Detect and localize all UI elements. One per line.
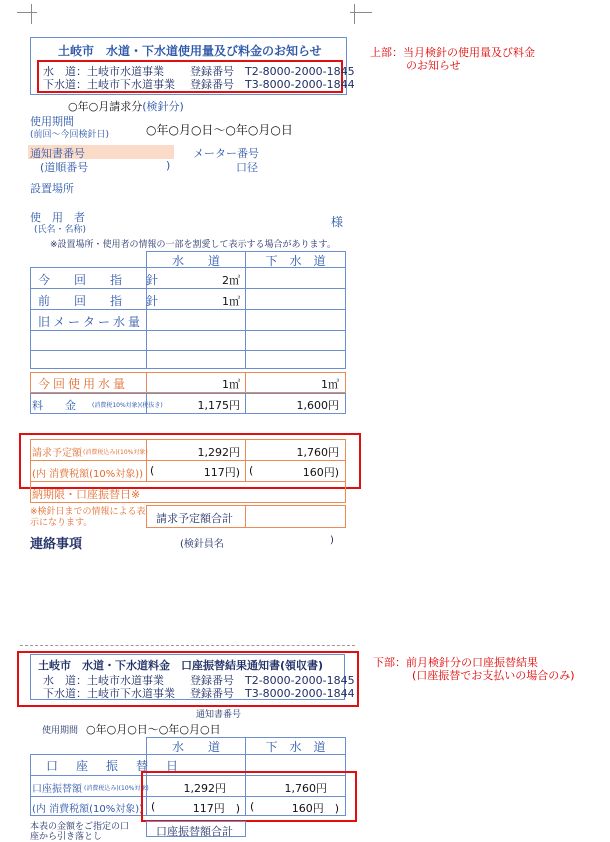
- privacy-note: ※設置場所・使用者の情報の一部を割愛して表示する場合があります。: [50, 240, 336, 250]
- top-table-hline: [30, 309, 346, 310]
- tax-water: 117円): [203, 466, 240, 479]
- row-fee-sub: (消費税10%対象)(税抜き): [92, 402, 163, 409]
- period-sub: (前回～今回検針日): [30, 130, 110, 140]
- tax-water-open: (: [150, 464, 155, 477]
- annotation-lower-2: (口座振替でお支払いの場合のみ): [412, 669, 575, 682]
- tax-sewer-open: (: [249, 464, 254, 477]
- row-transfer-date: 口 座 振 替 日: [46, 759, 182, 773]
- col-header-sewer: 下 水 道: [265, 254, 326, 268]
- current-reading-water: 2㎥: [222, 274, 240, 287]
- top-sewer-provider: 下水道：土岐市下水道事業: [43, 78, 175, 91]
- tax-sewer: 160円): [302, 466, 339, 479]
- crop-mark: [17, 12, 37, 13]
- top-table-hline: [30, 288, 346, 289]
- fee-water: 1,175円: [197, 399, 240, 412]
- honorific: 様: [331, 215, 344, 229]
- row-bill-sub: (消費税込み)(10%対象): [83, 449, 148, 456]
- previous-reading-water: 1㎥: [222, 295, 240, 308]
- diameter-label: 口径: [236, 161, 258, 174]
- billing-month: [68, 98, 184, 114]
- cut-line: [20, 645, 355, 646]
- annotation-upper: 上部：当月検針の使用量及び料金: [370, 46, 535, 59]
- bottom-total-label: 口座振替額合計: [156, 825, 233, 838]
- meter-number-label: メーター番号: [193, 147, 259, 160]
- bottom-col-sewer: 下 水 道: [265, 740, 326, 754]
- bottom-title: 土岐市 水道・下水道料金 口座振替結果通知書(領収書): [38, 659, 324, 672]
- bill-sewer: 1,760円: [296, 446, 339, 459]
- bottom-tax-sewer-open: (: [250, 800, 255, 813]
- row-current-reading: 今 回 指 針: [38, 273, 165, 287]
- notice-number-label: 通知書番号: [30, 147, 85, 160]
- billing-month-text: ○年○月請求分: [68, 100, 143, 113]
- bill-hline: [31, 481, 345, 482]
- top-table-hline: [30, 330, 346, 331]
- bottom-sewer-reg: 登録番号 T3-8000-2000-1844: [190, 687, 355, 700]
- bottom-period-label: 使用期間: [42, 726, 79, 736]
- crop-mark: [31, 4, 32, 24]
- due-note: ※検針日までの情報による表示になります。: [30, 507, 146, 528]
- user-sub-label: (氏名・名称): [34, 225, 87, 235]
- row-due-date: 納期限・口座振替日※: [32, 488, 141, 501]
- inspector-label: (検針員名: [180, 539, 224, 550]
- top-title: 土岐市 水道・下水道使用量及び料金のお知らせ: [58, 44, 322, 58]
- top-table-hline: [30, 350, 346, 351]
- total-divider: [245, 506, 246, 527]
- bottom-row-tax: (内 消費税額(10%対象)): [32, 804, 144, 815]
- row-tax: (内 消費税額(10%対象)): [32, 469, 144, 480]
- annotation-upper-2: のお知らせ: [406, 59, 461, 72]
- row-old-meter: 旧メーター水量: [38, 315, 144, 329]
- transfer-amount-water: 1,292円: [183, 782, 226, 795]
- bottom-water-reg: 登録番号 T2-8000-2000-1845: [190, 674, 355, 687]
- inspector-close: ): [330, 535, 334, 546]
- bottom-notice-number: 通知書番号: [196, 710, 242, 720]
- period-value: ○年○月○日～○年○月○日: [146, 123, 293, 137]
- top-water-reg: 登録番号 T2-8000-2000-1845: [190, 65, 355, 78]
- annotation-lower: 下部：前月検針分の口座振替結果: [373, 656, 538, 669]
- total-label: 請求予定額合計: [156, 512, 233, 525]
- bottom-sewer-provider: 下水道：土岐市下水道事業: [43, 687, 175, 700]
- transfer-amount-sewer: 1,760円: [284, 782, 327, 795]
- top-table-divider: [245, 267, 246, 369]
- user-label: 使 用 者: [30, 211, 85, 224]
- usage-sewer: 1㎥: [321, 378, 339, 391]
- bottom-tax-water-open: (: [151, 800, 156, 813]
- bottom-col-water: 水 道: [171, 740, 220, 754]
- bottom-period-value: ○年○月○日～○年○月○日: [86, 723, 221, 736]
- route-number-close: ): [166, 159, 171, 172]
- row-previous-reading: 前 回 指 針: [38, 294, 165, 308]
- crop-mark: [354, 4, 355, 24]
- reading-label: (検針分): [142, 100, 184, 113]
- bill-water: 1,292円: [197, 446, 240, 459]
- top-water-provider: 水 道：土岐市水道事業: [43, 65, 164, 78]
- location-label: 設置場所: [30, 182, 74, 195]
- bill-hline: [31, 460, 345, 461]
- row-transfer-amount: 口座振替額: [32, 784, 82, 795]
- top-sewer-reg: 登録番号 T3-8000-2000-1844: [190, 78, 355, 91]
- contact-label: 連絡事項: [30, 537, 83, 552]
- row-usage: 今回使用水量: [38, 377, 129, 391]
- row-transfer-amount-sub: (消費税込み)(10%対象): [84, 785, 149, 792]
- bottom-footnote: 本表の金額をご指定の口座から引き落とし: [30, 822, 130, 842]
- bottom-tax-water: 117円 ): [192, 802, 240, 815]
- usage-water: 1㎥: [222, 378, 240, 391]
- route-number-label: (道順番号: [40, 161, 89, 174]
- row-bill: 請求予定額: [32, 448, 82, 459]
- bottom-water-provider: 水 道：土岐市水道事業: [43, 674, 164, 687]
- row-fee: 料 金: [32, 399, 76, 412]
- col-header-water: 水 道: [171, 254, 220, 268]
- bottom-tax-sewer: 160円 ): [291, 802, 339, 815]
- fee-sewer: 1,600円: [296, 399, 339, 412]
- period-label: 使用期間: [30, 115, 74, 128]
